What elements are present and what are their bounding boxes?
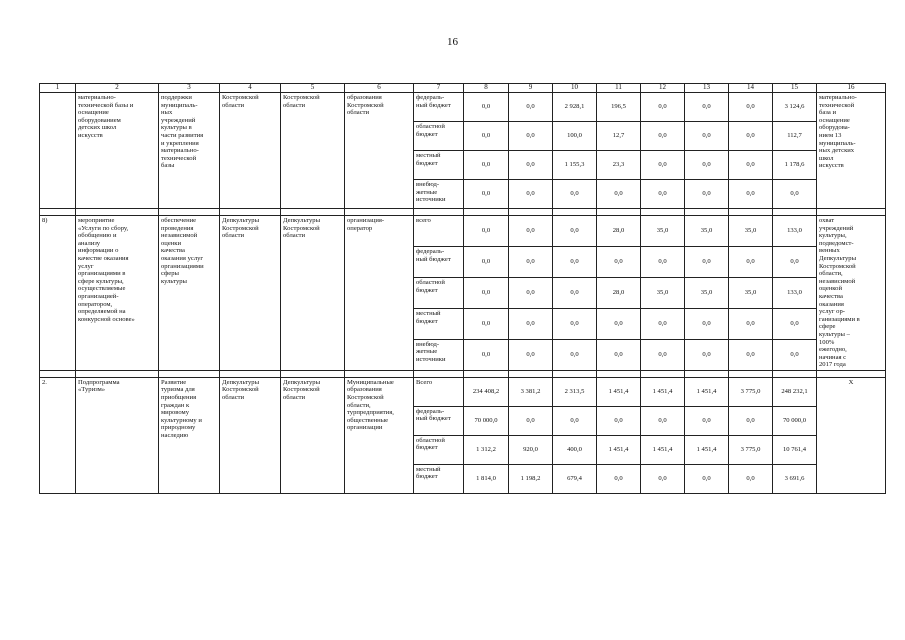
funding-value: 0,0 [773,339,817,370]
block-separator [40,209,886,216]
funding-source: внебюд- жетные источники [414,339,464,370]
funding-value: 1 451,4 [597,435,641,464]
funding-value: 1 312,2 [464,435,509,464]
funding-value: 0,0 [553,180,597,209]
funding-value: 3 691,6 [773,464,817,493]
funding-value: 112,7 [773,122,817,151]
funding-value: 0,0 [685,122,729,151]
funding-value: 0,0 [685,339,729,370]
column-number: 2 [76,84,159,93]
funding-value: 0,0 [553,308,597,339]
funding-value: 0,0 [509,339,553,370]
funding-value: 0,0 [464,216,509,247]
funding-value: 0,0 [597,246,641,277]
funding-value: 196,5 [597,93,641,122]
funding-value: 35,0 [641,216,685,247]
funding-value: 0,0 [685,246,729,277]
funding-value: 3 775,0 [729,377,773,406]
funding-source: Всего [414,377,464,406]
separator-cell [40,370,76,377]
funding-value: 0,0 [509,277,553,308]
funding-value: 0,0 [641,339,685,370]
funding-value: 0,0 [509,246,553,277]
funding-value: 0,0 [641,464,685,493]
funding-value: 0,0 [773,246,817,277]
funding-value: 0,0 [509,151,553,180]
funding-value: 70 000,0 [464,406,509,435]
page-number: 16 [447,36,458,48]
funding-value: 234 408,2 [464,377,509,406]
separator-cell [345,209,414,216]
funding-value: 0,0 [597,464,641,493]
funding-value: 0,0 [729,339,773,370]
funding-value: 28,0 [597,216,641,247]
funding-value: 100,0 [553,122,597,151]
funding-value: 70 000,0 [773,406,817,435]
separator-cell [40,209,76,216]
funding-value: 0,0 [464,180,509,209]
executor: организация- оператор [345,216,414,371]
separator-cell [414,209,464,216]
funding-value: 23,3 [597,151,641,180]
funding-value: 0,0 [464,93,509,122]
funding-value: 0,0 [685,406,729,435]
funding-value: 0,0 [729,93,773,122]
funding-value: 0,0 [773,308,817,339]
separator-cell [685,370,729,377]
funding-source: всего [414,216,464,247]
separator-cell [281,370,345,377]
separator-cell [464,370,509,377]
funding-value: 0,0 [597,180,641,209]
funding-value: 0,0 [685,180,729,209]
funding-value: 0,0 [553,277,597,308]
funding-value: 2 313,5 [553,377,597,406]
table-row [40,93,886,122]
funding-value: 0,0 [685,464,729,493]
participant: Депкультуры Костромской области [281,377,345,493]
separator-cell [597,209,641,216]
funding-value: 0,0 [464,277,509,308]
column-number: 12 [641,84,685,93]
funding-value: 1 451,4 [641,435,685,464]
funding-value: 0,0 [553,406,597,435]
column-number: 13 [685,84,729,93]
funding-value: 1 451,4 [685,377,729,406]
funding-source: федераль- ный бюджет [414,246,464,277]
separator-cell [729,370,773,377]
funding-value: 0,0 [509,122,553,151]
column-number: 9 [509,84,553,93]
funding-value: 679,4 [553,464,597,493]
funding-value: 400,0 [553,435,597,464]
funding-value: 133,0 [773,216,817,247]
separator-cell [159,370,220,377]
column-number: 11 [597,84,641,93]
funding-source: местный бюджет [414,151,464,180]
activity-name: мероприятие «Услуги по сбору, обобщению и анализу информации о качестве оказания услуг организациями в сфере культуры, осуществляемые организацией- оператором, определяемой на конкурсной основе» [76,216,159,371]
responsible-executor: Депкультуры Костромской области [220,377,281,493]
activity-purpose: Развитие туризма для приобщения граждан к мировому культурному и природному наследию [159,377,220,493]
separator-cell [817,370,886,377]
funding-value: 0,0 [729,406,773,435]
separator-cell [414,370,464,377]
funding-value: 0,0 [729,308,773,339]
row-id: 2. [40,377,76,493]
funding-source: областной бюджет [414,277,464,308]
column-number: 3 [159,84,220,93]
funding-value: 0,0 [729,464,773,493]
funding-value: 0,0 [597,339,641,370]
column-number: 6 [345,84,414,93]
funding-value: 35,0 [729,277,773,308]
participant: Костромской области [281,93,345,209]
activity-purpose: поддержки муниципаль- ных учреждений культуры в части развития и укрепления материально- технической базы [159,93,220,209]
funding-value: 0,0 [464,122,509,151]
separator-cell [345,370,414,377]
funding-value: 1 451,4 [641,377,685,406]
funding-source: федераль- ный бюджет [414,406,464,435]
separator-cell [464,209,509,216]
funding-value: 0,0 [773,180,817,209]
funding-value: 2 928,1 [553,93,597,122]
funding-value: 0,0 [509,216,553,247]
activity-purpose: обеспечение проведения независимой оценки качества оказания услуг организациями сферы культуры [159,216,220,371]
funding-value: 1 155,3 [553,151,597,180]
funding-value: 0,0 [641,308,685,339]
executor: Муниципальные образования Костромской области, турпредприятия, общественные организации [345,377,414,493]
responsible-executor: Депкультуры Костромской области [220,216,281,371]
activity-name: материально- технической базы и оснащение оборудованием детских школ искусств [76,93,159,209]
funding-value: 0,0 [641,180,685,209]
funding-source: внебюд- жетные источники [414,180,464,209]
funding-source: местный бюджет [414,308,464,339]
column-number: 8 [464,84,509,93]
funding-value: 0,0 [685,151,729,180]
funding-value: 12,7 [597,122,641,151]
column-number: 5 [281,84,345,93]
table-row [40,377,886,406]
funding-value: 10 761,4 [773,435,817,464]
funding-source: областной бюджет [414,122,464,151]
budget-table [39,83,886,494]
funding-value: 1 814,0 [464,464,509,493]
funding-value: 0,0 [641,246,685,277]
funding-value: 1 178,6 [773,151,817,180]
funding-value: 0,0 [464,339,509,370]
funding-value: 0,0 [685,308,729,339]
funding-value: 0,0 [509,406,553,435]
funding-value: 133,0 [773,277,817,308]
separator-cell [773,209,817,216]
separator-cell [159,209,220,216]
expected-result: Х [817,377,886,493]
funding-value: 0,0 [641,406,685,435]
separator-cell [509,209,553,216]
participant: Депкультуры Костромской области [281,216,345,371]
separator-cell [641,370,685,377]
separator-cell [76,370,159,377]
separator-cell [281,209,345,216]
column-number: 10 [553,84,597,93]
separator-cell [509,370,553,377]
row-id: 8) [40,216,76,371]
funding-value: 0,0 [729,180,773,209]
separator-cell [641,209,685,216]
funding-source: местный бюджет [414,464,464,493]
separator-cell [553,209,597,216]
funding-value: 35,0 [641,277,685,308]
separator-cell [685,209,729,216]
responsible-executor: Костромской области [220,93,281,209]
column-number: 14 [729,84,773,93]
funding-value: 28,0 [597,277,641,308]
table-row [40,216,886,247]
funding-value: 0,0 [641,122,685,151]
separator-cell [773,370,817,377]
funding-value: 1 451,4 [597,377,641,406]
funding-value: 0,0 [729,122,773,151]
column-number: 16 [817,84,886,93]
funding-value: 0,0 [641,151,685,180]
funding-value: 35,0 [685,277,729,308]
funding-value: 0,0 [729,246,773,277]
separator-cell [76,209,159,216]
funding-value: 0,0 [553,246,597,277]
funding-value: 920,0 [509,435,553,464]
column-number: 4 [220,84,281,93]
funding-source: федераль- ный бюджет [414,93,464,122]
funding-value: 0,0 [509,93,553,122]
funding-source: областной бюджет [414,435,464,464]
separator-cell [553,370,597,377]
funding-value: 1 198,2 [509,464,553,493]
column-number: 1 [40,84,76,93]
funding-value: 3 124,6 [773,93,817,122]
funding-value: 35,0 [685,216,729,247]
separator-cell [220,209,281,216]
funding-value: 1 451,4 [685,435,729,464]
funding-value: 35,0 [729,216,773,247]
funding-value: 0,0 [729,151,773,180]
separator-cell [729,209,773,216]
funding-value: 0,0 [553,339,597,370]
row-id [40,93,76,209]
funding-value: 248 232,1 [773,377,817,406]
funding-value: 0,0 [597,308,641,339]
column-number: 15 [773,84,817,93]
funding-value: 0,0 [641,93,685,122]
funding-value: 0,0 [685,93,729,122]
separator-cell [597,370,641,377]
funding-value: 0,0 [464,151,509,180]
funding-value: 0,0 [464,308,509,339]
separator-cell [817,209,886,216]
funding-value: 0,0 [509,308,553,339]
column-number: 7 [414,84,464,93]
expected-result: охват учреждений культуры, подведомст- венных Депкультуры Костромской области, независимой оценкой качества оказания услуг ор- ганизациями в сфере культуры – 100% ежегодно, начиная с 2017 года [817,216,886,371]
activity-name: Подпрограмма «Туризм» [76,377,159,493]
executor: образования Костромской области [345,93,414,209]
funding-value: 3 381,2 [509,377,553,406]
funding-value: 0,0 [509,180,553,209]
funding-value: 0,0 [464,246,509,277]
funding-value: 0,0 [553,216,597,247]
block-separator [40,370,886,377]
separator-cell [220,370,281,377]
column-number-row [40,84,886,93]
funding-value: 3 775,0 [729,435,773,464]
funding-value: 0,0 [597,406,641,435]
expected-result: материально- технической база и оснащение оборудова- нием 13 муниципаль- ных детских школ искусств [817,93,886,209]
